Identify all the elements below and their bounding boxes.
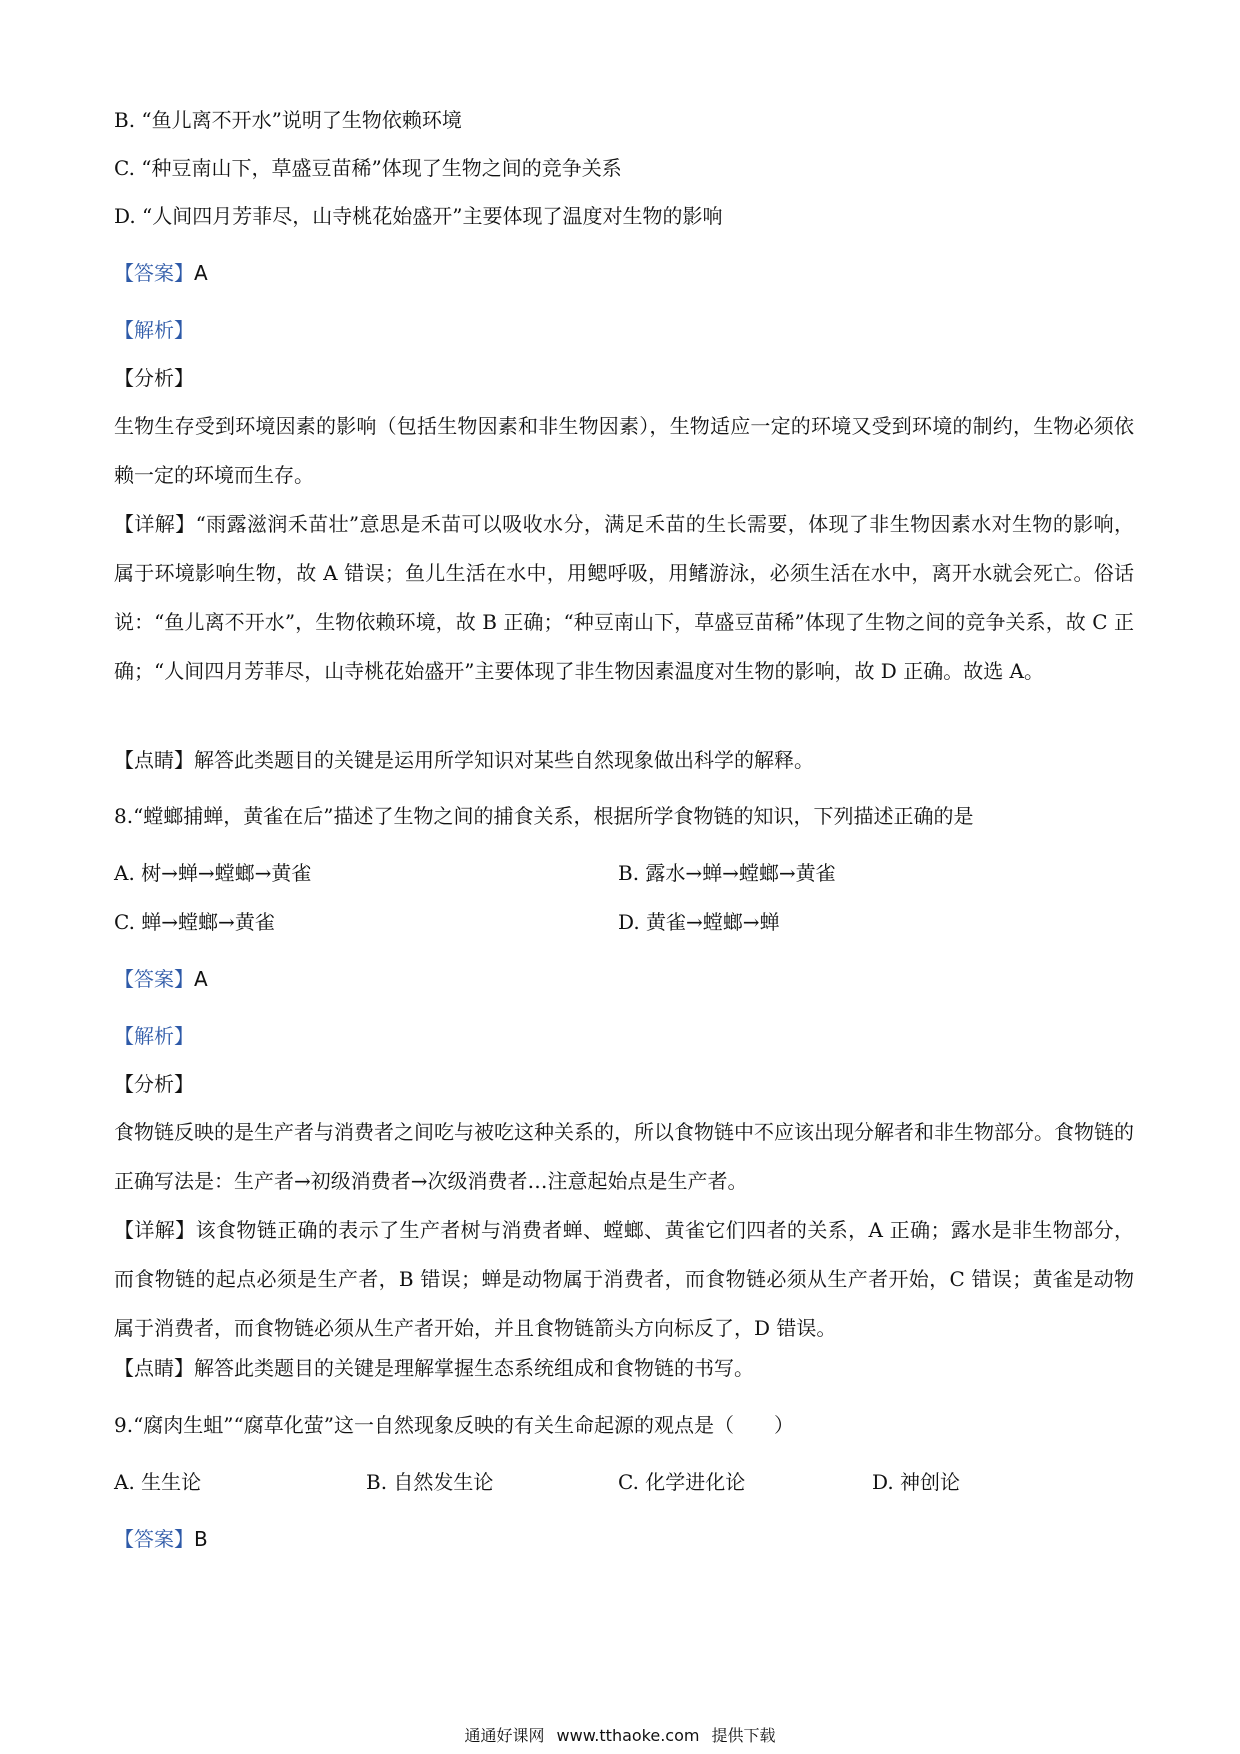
footer-note: 提供下载 (711, 1726, 776, 1745)
q8-jiexi-heading: 【解析】 (114, 1024, 194, 1048)
footer-site-name: 通通好课网 (464, 1726, 545, 1745)
q7-fenxi-text: 生物生存受到环境因素的影响（包括生物因素和非生物因素），生物适应一定的环境又受到环境的制约，生物必须依赖一定的环境而生存。 (114, 414, 1134, 487)
q8-option-b: B. 露水→蝉→螳螂→黄雀 (618, 861, 836, 885)
page-footer (0, 1723, 1240, 1746)
answer-value: A (194, 261, 208, 285)
answer-value: A (194, 967, 208, 991)
q7-option-c: C. “种豆南山下，草盛豆苗稀”体现了生物之间的竞争关系 (114, 156, 622, 180)
q9-answer (114, 1525, 208, 1553)
footer-url[interactable]: www.tthaoke.com (556, 1726, 700, 1745)
answer-label: 【答案】 (114, 261, 194, 285)
q9-option-c: C. 化学进化论 (618, 1470, 746, 1494)
q8-dianjing: 【点睛】解答此类题目的关键是理解掌握生态系统组成和食物链的书写。 (114, 1356, 754, 1380)
q8-option-c: C. 蝉→螳螂→黄雀 (114, 910, 275, 934)
q7-xiangjie: 【详解】“雨露滋润禾苗壮”意思是禾苗可以吸收水分，满足禾苗的生长需要，体现了非生物因素水对生物的影响，属于环境影响生物，故 A 错误；鱼儿生活在水中，用鳃呼吸，用鳍游泳，必须生活在水中，离开水就会死亡。俗话说：“鱼儿离不开水”，生物依赖环境，故 B 正确；“种豆南山下，草盛豆苗稀”体现了生物之间的竞争关系，故 C 正确；“人间四月芳菲尽，山寺桃花始盛开”主要体现了非生物因素温度对生物的影响，故 D 正确。故选 A。 (114, 512, 1134, 683)
q9-option-a: A. 生生论 (114, 1470, 202, 1494)
q7-option-d: D. “人间四月芳菲尽，山寺桃花始盛开”主要体现了温度对生物的影响 (114, 204, 723, 228)
answer-label: 【答案】 (114, 1527, 194, 1551)
q8-fenxi-text: 食物链反映的是生产者与消费者之间吃与被吃这种关系的，所以食物链中不应该出现分解者和非生物部分。食物链的正确写法是：生产者→初级消费者→次级消费者…注意起始点是生产者。 (114, 1120, 1134, 1193)
q8-fenxi-heading: 【分析】 (114, 1072, 194, 1096)
answer-label: 【答案】 (114, 967, 194, 991)
q8-stem: 8.“螳螂捕蝉，黄雀在后”描述了生物之间的捕食关系，根据所学食物链的知识，下列描述正确的是 (114, 804, 974, 828)
q7-fenxi-heading: 【分析】 (114, 366, 194, 390)
q9-stem: 9.“腐肉生蛆”“腐草化萤”这一自然现象反映的有关生命起源的观点是（ ） (114, 1413, 794, 1437)
q7-dianjing: 【点睛】解答此类题目的关键是运用所学知识对某些自然现象做出科学的解释。 (114, 748, 814, 772)
q9-option-b: B. 自然发生论 (366, 1470, 494, 1494)
q7-option-b: B. “鱼儿离不开水”说明了生物依赖环境 (114, 108, 462, 132)
q9-option-d: D. 神创论 (872, 1470, 961, 1494)
q8-xiangjie: 【详解】该食物链正确的表示了生产者树与消费者蝉、螳螂、黄雀它们四者的关系，A 正确；露水是非生物部分，而食物链的起点必须是生产者，B 错误；蝉是动物属于消费者，而食物链必须从生产者开始，C 错误；黄雀是动物属于消费者，而食物链必须从生产者开始，并且食物链箭头方向标反了，D 错误。 (114, 1218, 1134, 1340)
q7-jiexi-heading: 【解析】 (114, 318, 194, 342)
q7-answer (114, 259, 208, 287)
answer-value: B (194, 1527, 208, 1551)
q8-answer (114, 965, 208, 993)
q8-option-d: D. 黄雀→螳螂→蝉 (618, 910, 780, 934)
q8-option-a: A. 树→蝉→螳螂→黄雀 (114, 861, 312, 885)
